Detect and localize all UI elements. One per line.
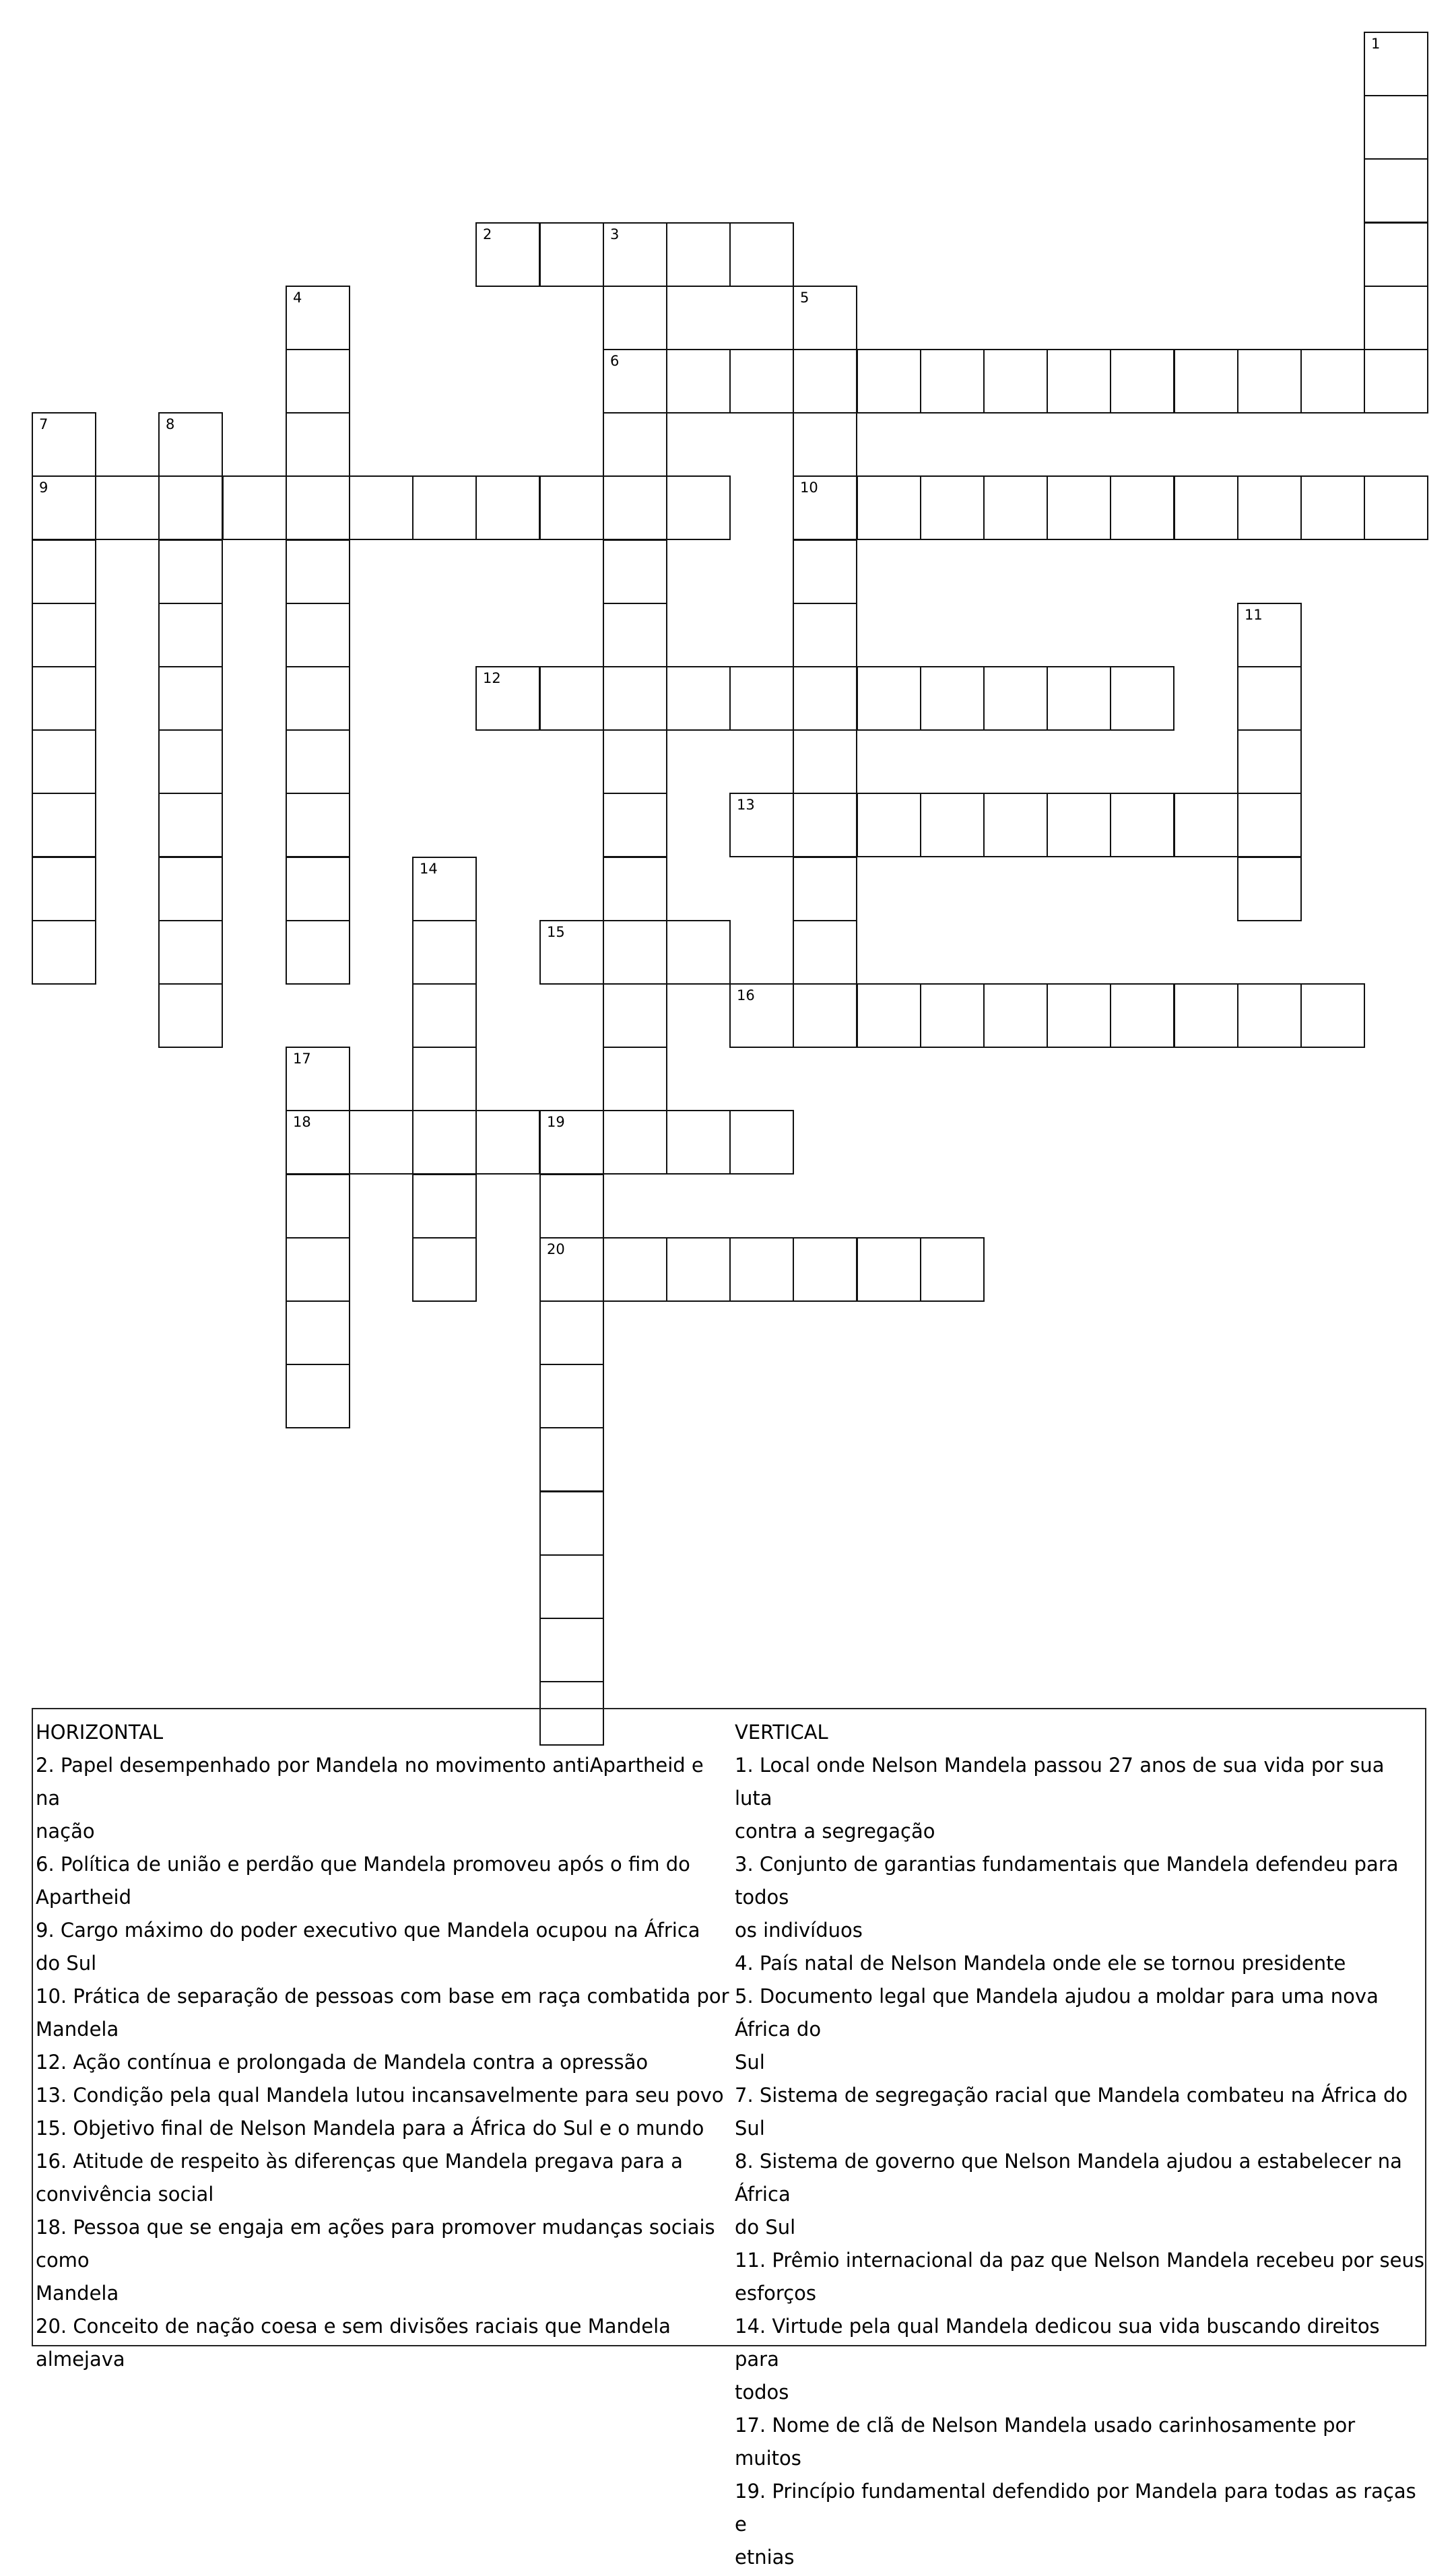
crossword-cell[interactable] bbox=[412, 920, 477, 985]
crossword-cell[interactable] bbox=[158, 920, 223, 985]
crossword-cell[interactable] bbox=[286, 1047, 350, 1111]
vertical-clue-list bbox=[735, 1749, 1425, 2574]
crossword-cell[interactable] bbox=[1047, 793, 1111, 857]
vertical-clues bbox=[735, 1716, 1425, 2574]
clue-line: 5. Documento legal que Mandela ajudou a moldar para uma nova África do bbox=[735, 1985, 1379, 2041]
crossword-cell[interactable] bbox=[666, 1110, 731, 1175]
clue-number: 19 bbox=[547, 1114, 565, 1130]
clue-line: Mandela bbox=[36, 2018, 119, 2041]
crossword-cell[interactable] bbox=[603, 1237, 667, 1302]
crossword-cell[interactable] bbox=[1174, 793, 1238, 857]
crossword-cell[interactable] bbox=[603, 349, 667, 414]
crossword-cell[interactable] bbox=[666, 349, 731, 414]
crossword-cell[interactable] bbox=[857, 983, 921, 1048]
crossword-cell[interactable] bbox=[1237, 666, 1302, 731]
crossword-cell[interactable] bbox=[539, 1364, 604, 1428]
crossword-cell[interactable] bbox=[286, 1110, 350, 1175]
crossword-cell[interactable] bbox=[539, 1110, 604, 1175]
clue-line: 14. Virtude pela qual Mandela dedicou sua vida buscando direitos para bbox=[735, 2315, 1380, 2371]
crossword-cell[interactable] bbox=[983, 793, 1048, 857]
crossword-cell[interactable] bbox=[603, 666, 667, 731]
crossword-cell[interactable] bbox=[286, 1300, 350, 1365]
crossword-cell[interactable] bbox=[1174, 983, 1238, 1048]
clue-line: contra a segregação bbox=[735, 1820, 935, 1843]
crossword-cell[interactable] bbox=[920, 793, 985, 857]
crossword-cell[interactable] bbox=[1364, 222, 1428, 287]
crossword-cell[interactable] bbox=[920, 666, 985, 731]
crossword-cell[interactable] bbox=[1300, 475, 1365, 540]
crossword-cell[interactable] bbox=[475, 1110, 540, 1175]
crossword-cell[interactable] bbox=[412, 857, 477, 921]
clue-number: 14 bbox=[420, 861, 438, 877]
crossword-cell[interactable] bbox=[95, 475, 160, 540]
crossword-cell[interactable] bbox=[539, 666, 604, 731]
clue-line: convivência social bbox=[36, 2183, 214, 2206]
crossword-cell[interactable] bbox=[793, 1237, 857, 1302]
crossword-cell[interactable] bbox=[603, 857, 667, 921]
crossword-cell[interactable] bbox=[539, 1427, 604, 1492]
crossword-cell[interactable] bbox=[729, 983, 794, 1048]
crossword-cell[interactable] bbox=[1110, 793, 1174, 857]
crossword-cell[interactable] bbox=[475, 666, 540, 731]
crossword-cell[interactable] bbox=[983, 666, 1048, 731]
crossword-cell[interactable] bbox=[793, 412, 857, 477]
crossword-cell[interactable] bbox=[32, 857, 96, 921]
clues-box bbox=[32, 1708, 1426, 2569]
crossword-cell[interactable] bbox=[1047, 666, 1111, 731]
crossword-cell[interactable] bbox=[603, 475, 667, 540]
crossword-cell[interactable] bbox=[349, 1110, 413, 1175]
crossword-cell[interactable] bbox=[1237, 983, 1302, 1048]
crossword-cell[interactable] bbox=[603, 1110, 667, 1175]
crossword-cell[interactable] bbox=[920, 983, 985, 1048]
crossword-cell[interactable] bbox=[286, 603, 350, 667]
crossword-cell[interactable] bbox=[793, 539, 857, 604]
clue-line: 20. Conceito de nação coesa e sem divisões raciais que Mandela almejava bbox=[36, 2315, 671, 2371]
clue-number: 20 bbox=[547, 1241, 565, 1257]
crossword-cell[interactable] bbox=[857, 793, 921, 857]
clue-number: 1 bbox=[1371, 36, 1381, 52]
crossword-cell[interactable] bbox=[729, 1237, 794, 1302]
clue-number: 6 bbox=[610, 353, 620, 369]
crossword-cell[interactable] bbox=[412, 983, 477, 1048]
clue-line: 13. Condição pela qual Mandela lutou incansavelmente para seu povo bbox=[36, 2084, 724, 2107]
clue-line: etnias bbox=[735, 2546, 795, 2569]
crossword-cell[interactable] bbox=[603, 286, 667, 350]
crossword-cell[interactable] bbox=[1300, 983, 1365, 1048]
clue-line: Apartheid bbox=[36, 1886, 131, 1909]
crossword-cell[interactable] bbox=[857, 475, 921, 540]
crossword-cell[interactable] bbox=[793, 920, 857, 985]
clue-number: 12 bbox=[483, 670, 501, 686]
crossword-cell[interactable] bbox=[1047, 983, 1111, 1048]
crossword-cell[interactable] bbox=[603, 729, 667, 794]
crossword-cell[interactable] bbox=[1047, 349, 1111, 414]
clue-line: 9. Cargo máximo do poder executivo que Mandela ocupou na África do Sul bbox=[36, 1919, 700, 1975]
crossword-cell[interactable] bbox=[158, 412, 223, 477]
crossword-cell[interactable] bbox=[32, 920, 96, 985]
crossword-cell[interactable] bbox=[857, 1237, 921, 1302]
crossword-cell[interactable] bbox=[1174, 349, 1238, 414]
clue-number: 17 bbox=[293, 1051, 311, 1067]
crossword-cell[interactable] bbox=[793, 349, 857, 414]
crossword-cell[interactable] bbox=[475, 222, 540, 287]
clue-number: 7 bbox=[39, 416, 48, 432]
crossword-cell[interactable] bbox=[32, 412, 96, 477]
crossword-cell[interactable] bbox=[983, 349, 1048, 414]
clue-line: 6. Política de união e perdão que Mandela promoveu após o fim do bbox=[36, 1853, 690, 1876]
clue-line: 15. Objetivo final de Nelson Mandela para a África do Sul e o mundo bbox=[36, 2117, 704, 2140]
crossword-cell[interactable] bbox=[1237, 729, 1302, 794]
clue-number: 9 bbox=[39, 480, 48, 496]
crossword-cell[interactable] bbox=[1237, 857, 1302, 921]
crossword-cell[interactable] bbox=[286, 539, 350, 604]
crossword-cell[interactable] bbox=[603, 920, 667, 985]
crossword-cell[interactable] bbox=[286, 920, 350, 985]
clue-number: 16 bbox=[737, 987, 755, 1003]
crossword-cell[interactable] bbox=[666, 475, 731, 540]
crossword-cell[interactable] bbox=[286, 412, 350, 477]
crossword-cell[interactable] bbox=[286, 666, 350, 731]
crossword-cell[interactable] bbox=[286, 857, 350, 921]
crossword-cell[interactable] bbox=[666, 666, 731, 731]
crossword-cell[interactable] bbox=[1110, 475, 1174, 540]
crossword-cell[interactable] bbox=[158, 729, 223, 794]
crossword-cell[interactable] bbox=[603, 793, 667, 857]
crossword-cell[interactable] bbox=[349, 475, 413, 540]
crossword-cell[interactable] bbox=[286, 1364, 350, 1428]
crossword-cell[interactable] bbox=[983, 983, 1048, 1048]
crossword-cell[interactable] bbox=[793, 857, 857, 921]
crossword-cell[interactable] bbox=[158, 539, 223, 604]
crossword-cell[interactable] bbox=[603, 603, 667, 667]
crossword-cell[interactable] bbox=[729, 349, 794, 414]
crossword-cell[interactable] bbox=[32, 793, 96, 857]
crossword-cell[interactable] bbox=[729, 793, 794, 857]
vertical-title: VERTICAL bbox=[735, 1721, 828, 1744]
crossword-cell[interactable] bbox=[412, 1174, 477, 1239]
crossword-cell[interactable] bbox=[1110, 666, 1174, 731]
crossword-cell[interactable] bbox=[793, 475, 857, 540]
crossword-cell[interactable] bbox=[286, 1237, 350, 1302]
clue-line: 2. Papel desempenhado por Mandela no movimento antiApartheid e na bbox=[36, 1754, 704, 1810]
clue-line: 12. Ação contínua e prolongada de Mandela contra a opressão bbox=[36, 2051, 649, 2074]
crossword-cell[interactable] bbox=[32, 475, 96, 540]
crossword-cell[interactable] bbox=[603, 412, 667, 477]
clue-line: 4. País natal de Nelson Mandela onde ele se tornou presidente bbox=[735, 1952, 1346, 1975]
crossword-cell[interactable] bbox=[603, 983, 667, 1048]
crossword-cell[interactable] bbox=[539, 1554, 604, 1619]
clue-number: 13 bbox=[737, 797, 755, 813]
crossword-cell[interactable] bbox=[222, 475, 287, 540]
crossword-cell[interactable] bbox=[793, 286, 857, 350]
crossword-cell[interactable] bbox=[158, 793, 223, 857]
crossword-cell[interactable] bbox=[158, 983, 223, 1048]
crossword-cell[interactable] bbox=[920, 1237, 985, 1302]
crossword-cell[interactable] bbox=[1174, 475, 1238, 540]
crossword-cell[interactable] bbox=[412, 1237, 477, 1302]
crossword-cell[interactable] bbox=[1047, 475, 1111, 540]
clue-number: 4 bbox=[293, 290, 302, 306]
crossword-cell[interactable] bbox=[1110, 349, 1174, 414]
clue-line: 11. Prêmio internacional da paz que Nelson Mandela recebeu por seus bbox=[735, 2249, 1424, 2272]
crossword-cell[interactable] bbox=[539, 1237, 604, 1302]
clue-number: 5 bbox=[800, 290, 809, 306]
clue-line: 8. Sistema de governo que Nelson Mandela ajudou a estabelecer na África bbox=[735, 2150, 1402, 2206]
crossword-cell[interactable] bbox=[603, 539, 667, 604]
clue-line: os indivíduos bbox=[735, 1919, 863, 1942]
crossword-cell[interactable] bbox=[920, 349, 985, 414]
crossword-cell[interactable] bbox=[286, 286, 350, 350]
horizontal-clue-list bbox=[36, 1749, 729, 2376]
crossword-cell[interactable] bbox=[1237, 793, 1302, 857]
crossword-cell[interactable] bbox=[539, 1491, 604, 1556]
crossword-cell[interactable] bbox=[32, 539, 96, 604]
clue-line: 10. Prática de separação de pessoas com base em raça combatida por bbox=[36, 1985, 729, 2008]
crossword-cell[interactable] bbox=[666, 1237, 731, 1302]
crossword-cell[interactable] bbox=[793, 983, 857, 1048]
crossword-cell[interactable] bbox=[857, 349, 921, 414]
crossword-cell[interactable] bbox=[412, 475, 477, 540]
crossword-cell[interactable] bbox=[793, 793, 857, 857]
clue-number: 15 bbox=[547, 924, 565, 940]
crossword-cell[interactable] bbox=[857, 666, 921, 731]
crossword-cell[interactable] bbox=[1364, 349, 1428, 414]
clue-line: 7. Sistema de segregação racial que Mandela combateu na África do Sul bbox=[735, 2084, 1408, 2140]
crossword-cell[interactable] bbox=[539, 222, 604, 287]
crossword-cell[interactable] bbox=[1300, 349, 1365, 414]
crossword-cell[interactable] bbox=[286, 349, 350, 414]
crossword-cell[interactable] bbox=[1364, 158, 1428, 223]
crossword-cell[interactable] bbox=[1364, 32, 1428, 96]
crossword-cell[interactable] bbox=[793, 666, 857, 731]
clue-number: 8 bbox=[166, 416, 175, 432]
crossword-cell[interactable] bbox=[539, 1300, 604, 1365]
crossword-cell[interactable] bbox=[412, 1110, 477, 1175]
crossword-cell[interactable] bbox=[729, 222, 794, 287]
crossword-cell[interactable] bbox=[729, 666, 794, 731]
clue-number: 10 bbox=[800, 480, 818, 496]
horizontal-clues bbox=[36, 1716, 729, 2376]
crossword-cell[interactable] bbox=[32, 666, 96, 731]
clue-line: 19. Princípio fundamental defendido por Mandela para todas as raças e bbox=[735, 2480, 1416, 2536]
clue-number: 11 bbox=[1245, 607, 1263, 623]
crossword-cell[interactable] bbox=[32, 603, 96, 667]
crossword-cell[interactable] bbox=[158, 857, 223, 921]
clue-line: 3. Conjunto de garantias fundamentais que Mandela defendeu para todos bbox=[735, 1853, 1399, 1909]
crossword-cell[interactable] bbox=[793, 729, 857, 794]
crossword-cell[interactable] bbox=[286, 475, 350, 540]
crossword-cell[interactable] bbox=[1237, 475, 1302, 540]
clue-number: 2 bbox=[483, 226, 492, 242]
clue-number: 18 bbox=[293, 1114, 311, 1130]
crossword-cell[interactable] bbox=[1364, 286, 1428, 350]
clue-line: 18. Pessoa que se engaja em ações para promover mudanças sociais como bbox=[36, 2216, 715, 2272]
crossword-cell[interactable] bbox=[32, 729, 96, 794]
crossword-cell[interactable] bbox=[1110, 983, 1174, 1048]
crossword-cell[interactable] bbox=[158, 603, 223, 667]
crossword-cell[interactable] bbox=[539, 920, 604, 985]
crossword-cell[interactable] bbox=[158, 475, 223, 540]
clue-line: 16. Atitude de respeito às diferenças que Mandela pregava para a bbox=[36, 2150, 683, 2173]
crossword-cell[interactable] bbox=[475, 475, 540, 540]
crossword-cell[interactable] bbox=[412, 1047, 477, 1111]
crossword-cell[interactable] bbox=[666, 222, 731, 287]
crossword-cell[interactable] bbox=[286, 729, 350, 794]
crossword-cell[interactable] bbox=[286, 1174, 350, 1239]
crossword-cell[interactable] bbox=[158, 666, 223, 731]
crossword-cell[interactable] bbox=[603, 222, 667, 287]
crossword-cell[interactable] bbox=[539, 475, 604, 540]
crossword-cell[interactable] bbox=[603, 1047, 667, 1111]
crossword-cell[interactable] bbox=[286, 793, 350, 857]
crossword-cell[interactable] bbox=[920, 475, 985, 540]
clue-line: do Sul bbox=[735, 2216, 796, 2239]
crossword-cell[interactable] bbox=[1237, 603, 1302, 667]
clue-line: 1. Local onde Nelson Mandela passou 27 anos de sua vida por sua luta bbox=[735, 1754, 1385, 1810]
clue-line: nação bbox=[36, 1820, 95, 1843]
horizontal-title: HORIZONTAL bbox=[36, 1721, 164, 1744]
crossword-cell[interactable] bbox=[1364, 475, 1428, 540]
clue-line: Sul bbox=[735, 2051, 765, 2074]
crossword-cell[interactable] bbox=[729, 1110, 794, 1175]
crossword-cell[interactable] bbox=[793, 603, 857, 667]
crossword-cell[interactable] bbox=[666, 920, 731, 985]
crossword-cell[interactable] bbox=[1237, 349, 1302, 414]
clue-line: Mandela bbox=[36, 2282, 119, 2305]
crossword-cell[interactable] bbox=[983, 475, 1048, 540]
crossword-cell[interactable] bbox=[539, 1174, 604, 1239]
crossword-cell[interactable] bbox=[539, 1618, 604, 1682]
clue-line: 17. Nome de clã de Nelson Mandela usado carinhosamente por muitos bbox=[735, 2414, 1356, 2470]
crossword-cell[interactable] bbox=[1364, 95, 1428, 160]
clue-line: esforços bbox=[735, 2282, 816, 2305]
clue-number: 3 bbox=[610, 226, 620, 242]
clue-line: todos bbox=[735, 2381, 789, 2404]
